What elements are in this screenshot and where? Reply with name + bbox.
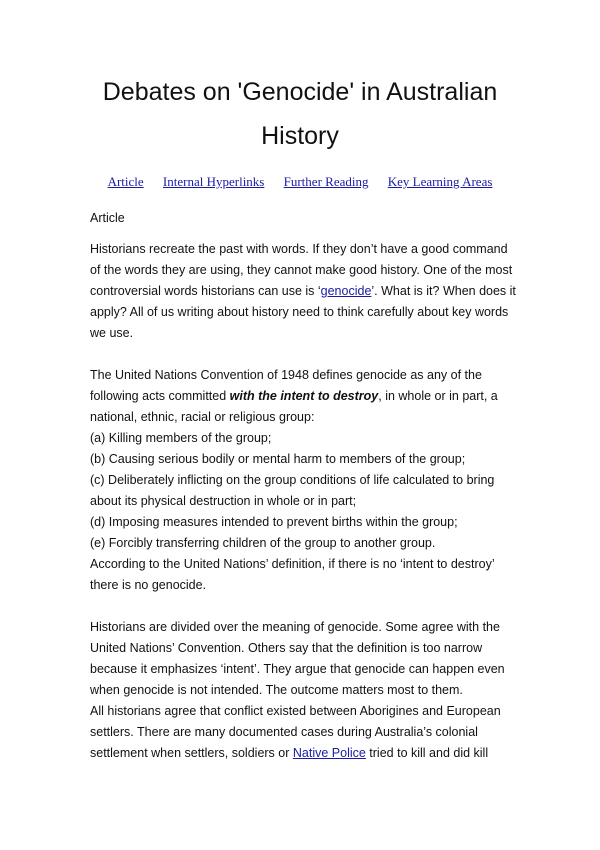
- un-definition-text-a: The United Nations Convention of 1948 defines genocide as any of the following acts committed: [90, 368, 482, 403]
- nav-link-article[interactable]: Article: [107, 174, 144, 189]
- un-definition-closing: According to the United Nations’ definition, if there is no ‘intent to destroy’ there is no genocide.: [90, 557, 495, 592]
- conflict-text-a: All historians agree that conflict existed between Aborigines and European settlers. There are many documented cases during Australia’s colonial settlement when settlers, soldiers or: [90, 704, 501, 760]
- genocide-link[interactable]: genocide: [320, 284, 372, 298]
- paragraph-conflict: [90, 701, 520, 764]
- paragraph-un-definition: [90, 365, 520, 428]
- page-title: [60, 70, 540, 158]
- paragraph-gap: [90, 344, 520, 365]
- paragraph-gap: [90, 596, 520, 617]
- section-heading: Article: [90, 211, 125, 225]
- definition-item-c: (c) Deliberately inflicting on the group conditions of life calculated to bring about its physical destruction in whole or in part;: [90, 473, 495, 508]
- conflict-text-b: tried to kill and did kill: [365, 746, 489, 760]
- nav-link-key-learning-areas[interactable]: Key Learning Areas: [387, 174, 493, 189]
- definition-item-b: (b) Causing serious bodily or mental harm to members of the group;: [90, 452, 466, 466]
- definition-item-a: (a) Killing members of the group;: [90, 431, 272, 445]
- paragraph-historians-divided: Historians are divided over the meaning of genocide. Some agree with the United Nations’ Convention. Others say that the definition is too narrow because it emphasizes ‘intent’. They argue that genocide can happen even when genocide is not intended. The outcome matters most to them.: [90, 620, 505, 697]
- paragraph-intro-text-a: Historians recreate the past with words. If they don’t have a good command of the words they are using, they cannot make good history. One of the most controversial words historians can use is ‘: [90, 242, 513, 298]
- intent-emphasis: with the intent to destroy: [229, 389, 379, 403]
- paragraph-intro: [90, 239, 520, 344]
- section-nav: [0, 174, 600, 190]
- nav-link-internal-hyperlinks[interactable]: Internal Hyperlinks: [162, 174, 265, 189]
- title-line-1: Debates on 'Genocide' in Australian: [102, 78, 498, 106]
- nav-link-further-reading[interactable]: Further Reading: [283, 174, 369, 189]
- native-police-link[interactable]: Native Police: [292, 746, 366, 760]
- article-body: [90, 208, 520, 764]
- title-line-2: History: [261, 122, 339, 150]
- un-definition-text-b: , in whole or in part, a national, ethnic, racial or religious group:: [90, 389, 498, 424]
- definition-item-d: (d) Imposing measures intended to prevent births within the group;: [90, 515, 458, 529]
- paragraph-intro-text-b: ’. What is it? When does it apply? All of us writing about history need to think carefully about key words we use.: [90, 284, 516, 340]
- definition-item-e: (e) Forcibly transferring children of the group to another group.: [90, 536, 436, 550]
